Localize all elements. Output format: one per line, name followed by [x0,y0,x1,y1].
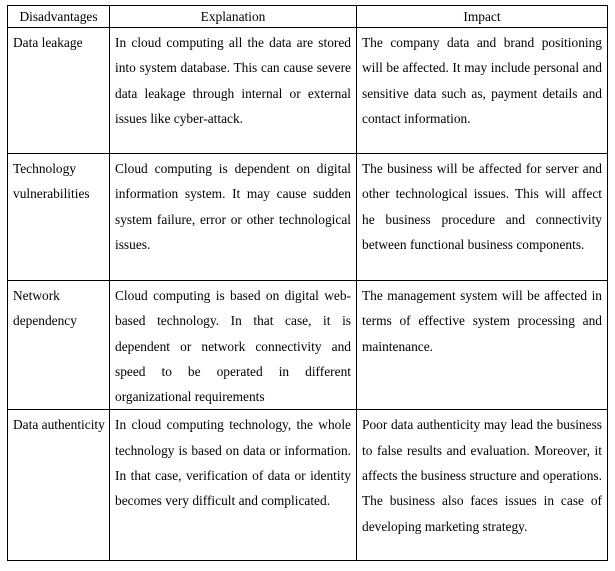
disadvantage-cell: Data leakage [8,28,110,154]
explanation-cell: In cloud computing all the data are stored into system database. This can cause severe data leakage through internal or external issues like cyber-attack. [110,28,357,154]
impact-cell: The business will be affected for server and other technological issues. This will affect he business procedure and connectivity between functional business components. [357,154,608,281]
table-header-row [8,6,608,28]
header-explanation: Explanation [110,6,357,28]
table-row [8,410,608,561]
disadvantage-cell: Technology vulnerabilities [8,154,110,281]
impact-cell: Poor data authenticity may lead the business to false results and evaluation. Moreover, it affects the business structure and operations. The business also faces issues in case of developing marketing strategy. [357,410,608,561]
disadvantages-table [7,5,608,561]
table-row [8,28,608,154]
explanation-cell: In cloud computing technology, the whole technology is based on data or information. In that case, verification of data or identity becomes very difficult and complicated. [110,410,357,561]
impact-cell: The management system will be affected in terms of effective system processing and maintenance. [357,281,608,410]
header-disadvantages: Disadvantages [8,6,110,28]
explanation-cell: Cloud computing is dependent on digital information system. It may cause sudden system failure, error or other technological issues. [110,154,357,281]
explanation-cell: Cloud computing is based on digital web-based technology. In that case, it is dependent or network connectivity and speed to be operated in different organizational requirements [110,281,357,410]
header-impact: Impact [357,6,608,28]
disadvantage-cell: Data authenticity [8,410,110,561]
table-row [8,154,608,281]
table-row [8,281,608,410]
impact-cell: The company data and brand positioning will be affected. It may include personal and sensitive data such as, payment details and contact information. [357,28,608,154]
disadvantage-cell: Network dependency [8,281,110,410]
